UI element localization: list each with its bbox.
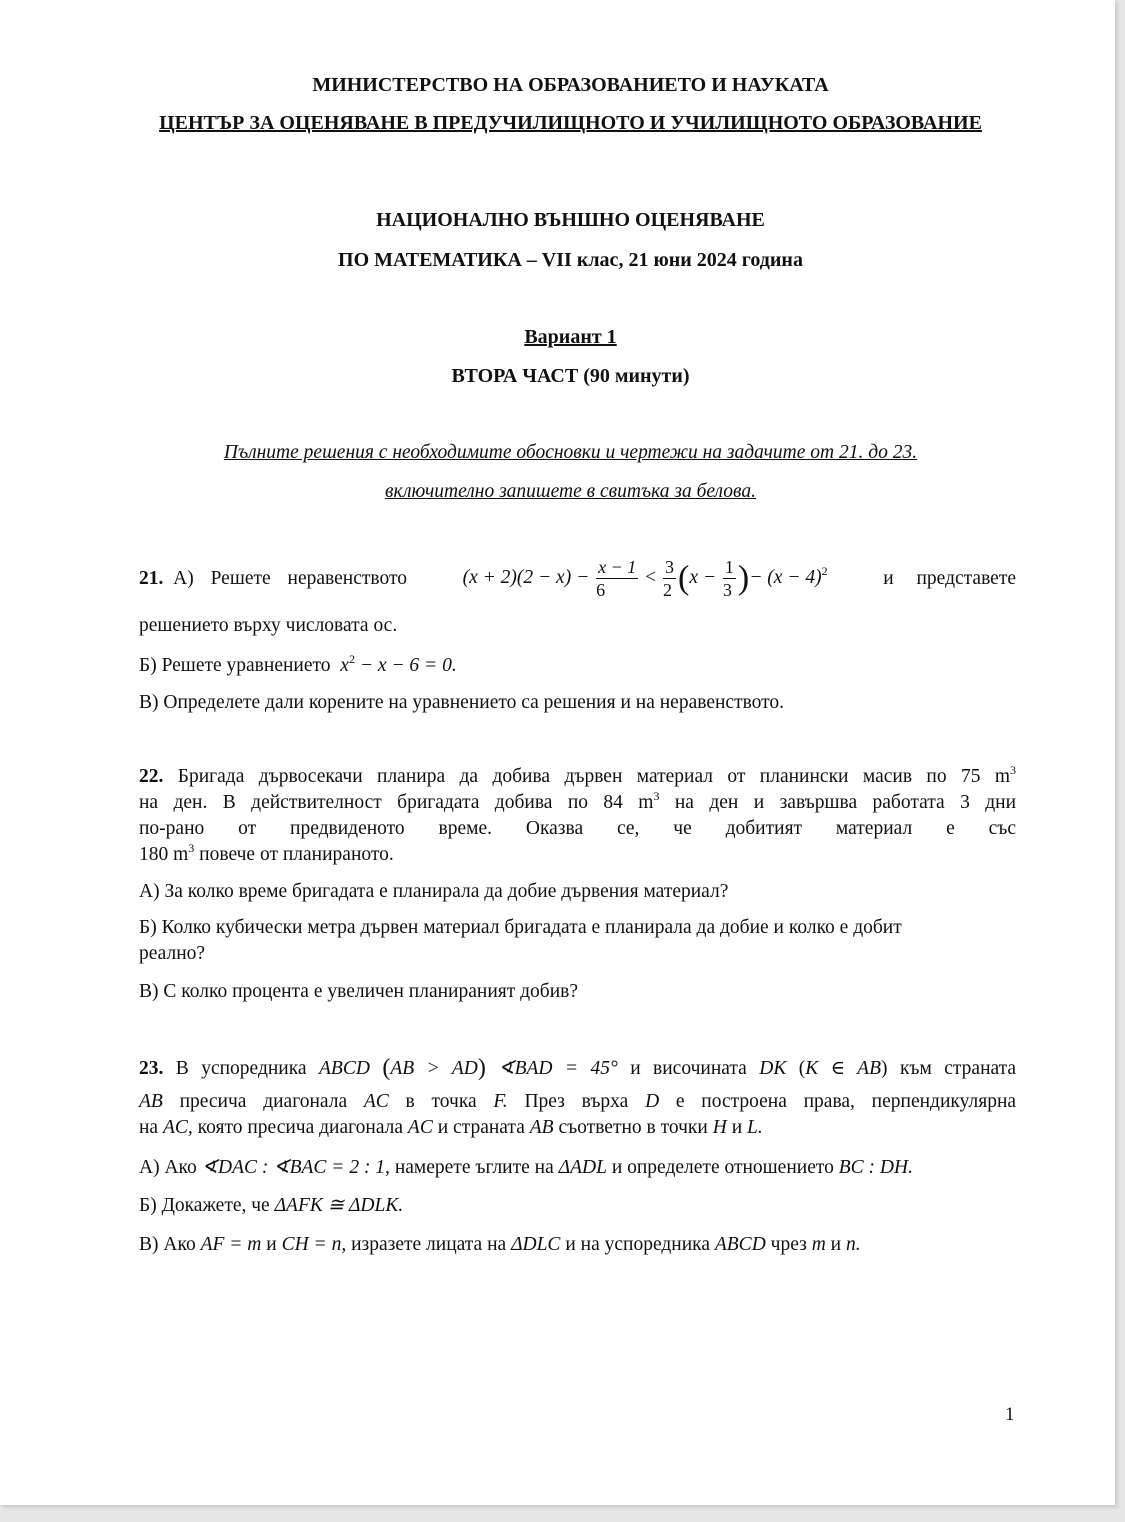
- inner-expression: x −: [689, 566, 717, 588]
- problem-23-part-a: А) Ако ∢DAC : ∢BAC = 2 : 1, намерете ъглите на ΔADL и определете отношението BC : DH.: [139, 1157, 913, 1178]
- problem-21-part-a-prefix: А) Решете неравенството: [173, 567, 407, 589]
- variant-label: Вариант 1: [524, 326, 617, 348]
- problem-23-statement: 23. В успоредника ABCD (AB > AD) ∢BAD = 45° и височината DK (K ∈ AB) към страната AB пресича диагонала AC в точка F. През върха D е построена права, перпендикулярна на AC, която пресича диагонала AC и страната AB съответно в точки H и L.: [139, 1055, 1017, 1138]
- fraction-1-over-3: $\frac{1}{3}$: [722, 557, 734, 600]
- center-heading: ЦЕНТЪР ЗА ОЦЕНЯВАНЕ В ПРЕДУЧИЛИЩНОТО И УЧИЛИЩНОТО ОБРАЗОВАНИЕ: [159, 112, 982, 134]
- page-number: 1: [1005, 1404, 1015, 1425]
- instructions-line-2: включително запишете в свитъка за белова.: [385, 481, 756, 502]
- problem-23-part-c: В) Ако AF = m и CH = n, изразете лицата на ΔDLC и на успоредника ABCD чрез m и n.: [139, 1234, 861, 1255]
- equation: $x^2 - x - 6 = 0$.: [340, 652, 457, 676]
- less-than-sign: <: [645, 566, 657, 588]
- inequality-rhs-tail: − (x − 4): [749, 566, 822, 588]
- problem-21-statement: [139, 556, 1016, 601]
- problem-23-number: 23.: [139, 1058, 164, 1079]
- problem-23-part-b: Б) Докажете, че ΔAFK ≅ ΔDLK.: [139, 1195, 404, 1216]
- problem-21-part-b: Б) Решете уравнението $x^2 - x - 6 = 0$.: [139, 652, 457, 676]
- fraction-x-minus-1-over-6: $\frac{x - 1}{6}$: [596, 557, 637, 600]
- exam-subtitle: ПО МАТЕМАТИКА – VII клас, 21 юни 2024 година: [338, 249, 803, 271]
- problem-21-part-c: В) Определете дали корените на уравнението са решения и на неравенството.: [139, 692, 785, 713]
- instructions-line-1: Пълните решения с необходимите обосновки и чертежи на задачите от 21. до 23.: [223, 442, 918, 463]
- problem-21-part-a-suffix: и представете: [883, 567, 1016, 589]
- fraction-3-over-2: $\frac{3}{2}$: [663, 557, 674, 600]
- ministry-heading: МИНИСТЕРСТВО НА ОБРАЗОВАНИЕТО И НАУКАТА: [312, 74, 829, 96]
- problem-22-part-b: Б) Колко кубически метра дървен материал бригадата е планирала да добие и колко е добит реално?: [139, 917, 902, 964]
- inequality-lhs: (x + 2)(2 − x) −: [462, 566, 590, 588]
- problem-21-number: 21.: [139, 567, 164, 589]
- problem-21-part-a-continued: решението върху числовата ос.: [139, 615, 398, 636]
- inequality: (x + 2)(2 − x) − $\frac{x - 1}{6}$ < $\frac{3}{2}$ (x − $\frac{1}{3}$ )− $(x - 4)^2$: [462, 557, 828, 600]
- problem-22-part-a: А) За колко време бригадата е планирала да добие дървения материал?: [139, 881, 729, 902]
- problem-22-part-c: В) С колко процента е увеличен планираният добив?: [139, 981, 579, 1002]
- exam-title: НАЦИОНАЛНО ВЪНШНО ОЦЕНЯВАНЕ: [376, 209, 765, 231]
- problem-22-number: 22.: [139, 766, 164, 787]
- part-label: ВТОРА ЧАСТ (90 минути): [451, 365, 690, 387]
- problem-22-statement: 22. Бригада дървосекачи планира да добива дървен материал от планински масив по 75 $m^3$ на ден. В действителност бригадата добива по 84 $m^3$ на ден и завършва работата 3 дни по-рано от предвиденото време. Оказва се, че добитият материал е със 180 $m^3$ повече от планираното.: [139, 763, 1017, 865]
